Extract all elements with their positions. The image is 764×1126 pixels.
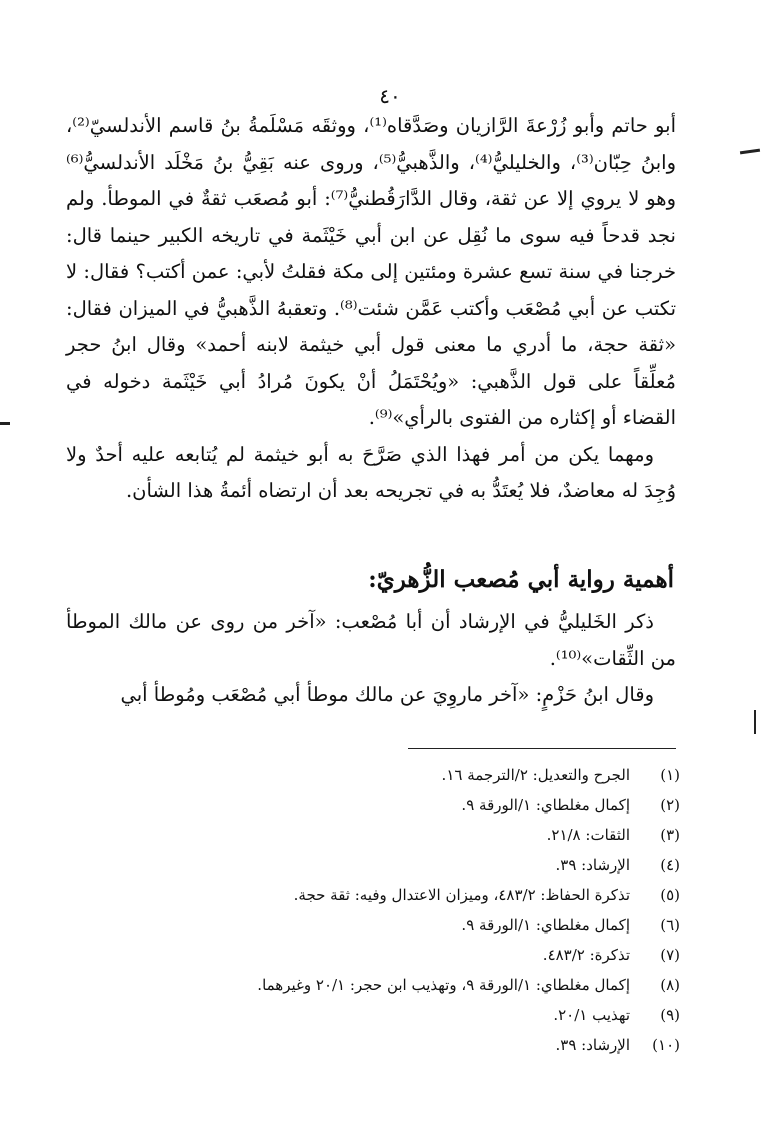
footnote-2: [80, 790, 680, 820]
footnote-5: [80, 880, 680, 910]
footnote-text: تذكرة: ٤٨٣/٢.: [542, 946, 630, 964]
footnote-number: (١٠): [652, 1036, 680, 1054]
section-text: [66, 604, 676, 714]
footnote-4: [80, 850, 680, 880]
footnotes-list: [80, 760, 680, 1060]
footnote-3: [80, 820, 680, 850]
section-heading: أهمية رواية أبي مُصعب الزُّهريّ:: [368, 566, 674, 593]
footnote-text: الإرشاد: ٣٩.: [555, 1036, 630, 1054]
paragraph-2: ومهما يكن من أمر فهذا الذي صَرَّحَ به أبو خيثمة لم يُتابعه عليه أحدٌ ولا وُجِدَ له معاضدٌ، فلا يُعتَدُّ به في تجريحه بعد أن ارتضاه أئمةُ هذا الشأن.: [66, 442, 676, 502]
footnote-separator: [408, 748, 676, 749]
footnote-number: (١): [660, 766, 680, 784]
section-paragraph-1: ذكر الخَليليُّ في الإرشاد أن أبا مُصْعب: «آخر من روى عن مالك الموطأ من الثِّقات»⁽¹⁰⁾.: [66, 610, 676, 670]
main-text: [66, 108, 676, 510]
footnote-9: [80, 1000, 680, 1030]
footnote-number: (٥): [660, 886, 680, 904]
page-number: ٤٠: [379, 84, 401, 108]
footnote-text: تهذيب ٢٠/١.: [553, 1006, 630, 1024]
footnote-text: الإرشاد: ٣٩.: [555, 856, 630, 874]
footnote-text: الثقات: ٢١/٨.: [546, 826, 630, 844]
footnote-text: تذكرة الحفاظ: ٤٨٣/٢، وميزان الاعتدال وفيه: ثقة حجة.: [293, 886, 630, 904]
footnote-number: (٧): [660, 946, 680, 964]
footnote-number: (٨): [660, 976, 680, 994]
footnote-1: [80, 760, 680, 790]
footnote-number: (٣): [660, 826, 680, 844]
footnote-number: (٩): [660, 1006, 680, 1024]
footnote-6: [80, 910, 680, 940]
margin-mark: [0, 422, 10, 425]
footnote-number: (٦): [660, 916, 680, 934]
section-paragraph-2: وقال ابنُ حَزْمٍ: «آخر ماروِيَ عن مالك موطأ أبي مُصْعَب ومُوطأ أبي: [120, 683, 654, 706]
footnote-10: [80, 1030, 680, 1060]
footnote-number: (٤): [660, 856, 680, 874]
footnote-text: إكمال مغلطاي: ١/الورقة ٩.: [461, 916, 630, 934]
footnote-number: (٢): [660, 796, 680, 814]
paragraph-1: أبو حاتم وأبو زُرْعةَ الرَّازيان وصَدَّقاه⁽¹⁾، ووثقَه مَسْلَمةُ بنُ قاسم الأندلسيّ⁽²⁾، وابنُ حِبّان⁽³⁾، والخليليُّ⁽⁴⁾، والذَّهبيُّ⁽⁵⁾، وروى عنه بَقِيُّ بنُ مَخْلَد الأندلسيُّ⁽⁶⁾ وهو لا يروي إلا عن ثقة، وقال الدَّارَقُطنيُّ⁽⁷⁾: أبو مُصعَب ثقةٌ في الموطأ. ولم نجد قدحاً فيه سوى ما نُقِل عن ابن أبي خَيْثَمة في تاريخه الكبير حينما قال: خرجنا في سنة تسع عشرة ومئتين إلى مكة فقلتُ لأبي: عمن أكتب؟ فقال: لا تكتب عن أبي مُصْعَب وأكتب عَمَّن شئت⁽⁸⁾. وتعقبهُ الذَّهبيُّ في الميزان فقال: «ثقة حجة، ما أدري ما معنى قول أبي خيثمة لابنه أحمد» وقال ابنُ حجر مُعلِّقاً على قول الذَّهبي: «ويُحْتَمَلُ أنْ يكونَ مُرادُ أبي خَيْثَمة دخوله في القضاء أو إكثاره من الفتوى بالرأي»⁽⁹⁾.: [66, 114, 676, 429]
footnote-text: إكمال مغلطاي: ١/الورقة ٩.: [461, 796, 630, 814]
footnote-7: [80, 940, 680, 970]
margin-mark: [754, 710, 756, 734]
footnote-8: [80, 970, 680, 1000]
footnote-text: الجرح والتعديل: ٢/الترجمة ١٦.: [441, 766, 630, 784]
footnote-text: إكمال مغلطاي: ١/الورقة ٩، وتهذيب ابن حجر: ٢٠/١ وغيرهما.: [257, 976, 630, 994]
